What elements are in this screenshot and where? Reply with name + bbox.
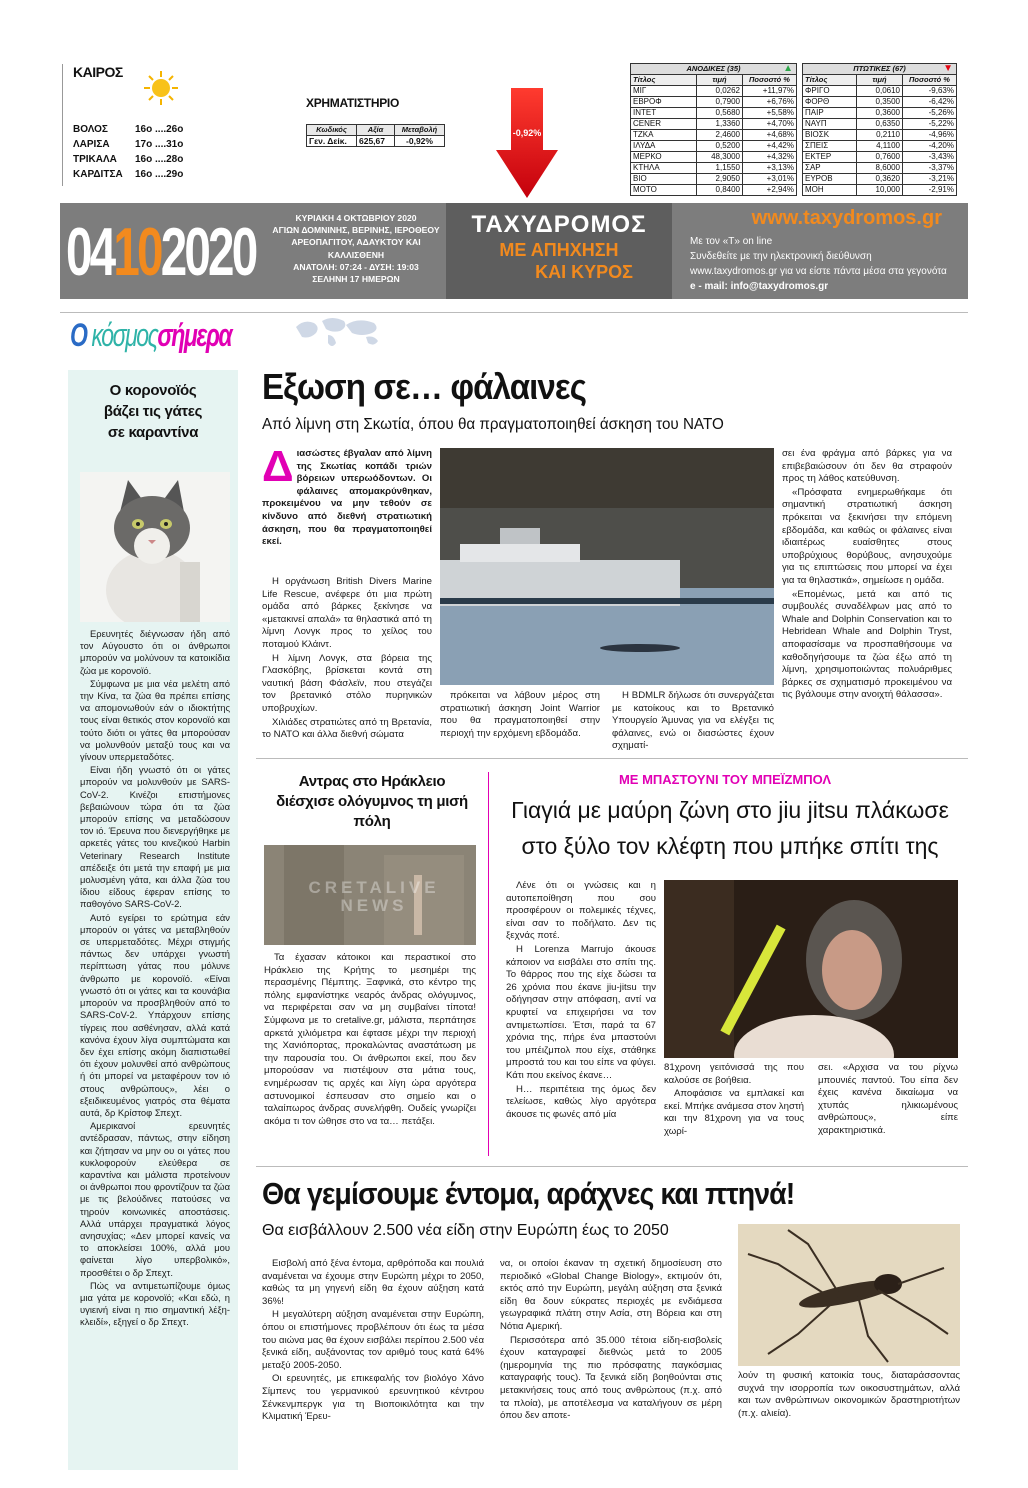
- insects-col2: να, οι οποίοι έκαναν τη σχετική δημοσίευση στο περιοδικό «Global Change Biology», εκτιμούν ότι, εκτός από την Ευρώπη, μεγάλη αύξηση στα ξενικά είδη θα δουν εύκρατες περιοχές με ενδιάμεσα γεωγραφικά πλάτη στην Ασία, στη Βόρεια και στη Νότια Αμερική. Περισσότερα από 35.000 τέτοια είδη-εισβολείς έχουν καταγραφεί διεθνώς μετά το 2005 (ημερομηνία της πιο πρόσφατης παγκόσμιας καταγραφής τους). Τα ξενικά είδη βοηθούνται στις μετακινήσεις τους από τους ανθρώπους (π.χ. από τα πλοία), με αποτέλεσμα να καταλήγουν σε μέρη όπου δεν αποτε-: [500, 1258, 722, 1422]
- loser-row: ΒΙΟΣΚ 0,2110 -4,96%: [803, 130, 957, 141]
- whales-title: Εξωση σε… φάλαινες: [262, 366, 587, 407]
- sidebar-title: Ο κορονοϊός βάζει τις γάτες σε καραντίνα: [103, 382, 203, 441]
- slogan-line-1: ΜΕ ΑΠΗΧΗΣΗ: [499, 240, 619, 260]
- masthead-date: [66, 210, 256, 294]
- photo-watermark: CRETALIVE NEWS: [308, 878, 440, 915]
- loser-row: ΜΟΗ 10,000 -2,91%: [803, 185, 957, 196]
- grandma-col2: 81χρονη γειτόνισσά της που καλούσε σε βοήθεια. Αποφάσισε να εμπλακεί και εκεί. Μπήκε ανάμεσα στον ληστή και την 81χρονη για να τους χωρί-: [664, 1062, 804, 1137]
- sidebar-body: Ερευνητές διέγνωσαν ήδη από τον Αύγουστο ότι οι άνθρωποι μπορούν να μολύνουν τα κατοικίδια ζώα με κορονοϊό. Σύμφωνα με μια νέα μελέτη από την Κίνα, τα ζώα θα πρέπει επίσης να απομονωθούν εάν ο ιδιοκτήτης τους είναι θετικός στον κορονοϊό και τούτο διότι οι γάτες θα μπορούσαν να μολυνθούν μεταξύ τους και να γίνουν υπερμεταδότες. Είναι ήδη γνωστό ότι οι γάτες μπορούν να μολυνθούν με SARS-CoV-2. Κινέζοι επιστήμονες βεβαιώνουν τώρα ότι τα ζώα μπορούν επίσης να μεταδώσουν τον ιό. Έρευνα που διενεργήθηκε με αρκετές γάτες του κινεζικού Harbin Veterinary Research Institute απέδειξε ότι μετά την επαφή με μια μολυσμένη γάτα, και άλλα ζώα του ίδιου είδους έφεραν επίσης το παθογόνο SARS-CoV-2. Αυτό εγείρει το ερώτημα εάν μπορούν οι γάτες να μεταβληθούν σε υπερμεταδότες. Μέχρι στιγμής πάντως δεν υπάρχει γνωστή περίπτωση γάτας που μόλυνε άνθρωπο με κορονοϊό. «Είναι γνωστό ότι οι γάτες και τα κουνάβια μπορούν να προσβληθούν από το SARS-CoV-2. Υπάρχουν επίσης τίγρεις που ασθένησαν, αλλά κατά κανόνα έχουν λίγα συμπτώματα και δεν έχει επίσης ακόμη διαπιστωθεί ότι έχουν μολυνθεί από ανθρώπους ή ότι μπορεί να μεταφέρουν τον ιό στους ανθρώπους», λέει ο εξειδικευμένος γιατρός στα θέματα αυτά, δρ Κρίστοφ Σπεχτ. Αμερικανοί ερευνητές αντέδρασαν, πάντως, στην είδηση και ζήτησαν να μην ου οι γάτες που κυκλοφορούν ελεύθερα σε καραντίνα και μάλιστα προτείνουν οι άνθρωποι που φροντίζουν τα ζώα με τις βελούδινες πατούσες να τηρούν κοινωνικές αποστάσεις. Αλλά υπάρχει πραγματικά λόγος ανησυχίας; «Δεν μπορεί κανείς να το αποκλείσει 100%, αλλά μου φαίνεται λίγο υπερβολικό», προσθέτει ο δρ Σπεχτ. Πώς να αντιμετωπίζουμε όμως μια γάτα με κορονοϊό; «Και εδώ, η υγιεινή είναι η πιο σημαντική λέξη-κλειδί», εξηγεί ο δρ Σπεχτ.: [80, 628, 230, 1328]
- slogan-line-2: ΚΑΙ ΚΥΡΟΣ: [535, 262, 633, 282]
- loser-row: ΕΚΤΕΡ 0,7600 -3,43%: [803, 152, 957, 163]
- grandma-col3: σει. «Αρχισα να του ρίχνω μπουνιές παντού. Του είπα δεν έχεις κανένα δικαίωμα να χτυπάς ηλικιωμένους ανθρώπους», είπε χαρακτηριστικά.: [818, 1062, 958, 1136]
- website-link[interactable]: www.taxydromos.gr: [751, 207, 942, 229]
- heraklion-photo: [264, 845, 476, 945]
- weather-row: ΒΟΛΟΣ 16ο ....26ο: [73, 124, 184, 135]
- gainer-row: CENER 1,3360 +4,70%: [631, 119, 797, 130]
- weather-row: ΤΡΙΚΑΛΑ 16ο ....28ο: [73, 154, 184, 165]
- down-arrow-icon: ▼: [943, 63, 953, 74]
- weather-row: ΚΑΡΔΙΤΣΑ 16ο ....29ο: [73, 169, 184, 180]
- insects-col3: λούν τη φυσική κατοικία τους, διαταράσσοντας συχνά την ισορροπία των οικοσυστημάτων, αλλά και των ανθρώπινων οικονομικών δραστηριοτήτων (π.χ. αλιεία).: [738, 1370, 960, 1419]
- stock-title: ΧΡΗΜΑΤΙΣΤΗΡΙΟ: [306, 96, 399, 110]
- gainer-row: ΜΟΤΟ 0,8400 +2,94%: [631, 185, 797, 196]
- up-arrow-icon: ▲: [783, 63, 793, 74]
- gainer-row: ΕΒΡΟΦ 0,7900 +6,76%: [631, 97, 797, 108]
- paper-logo: [446, 203, 672, 299]
- weather-box: [62, 64, 212, 186]
- date-year: 2020: [160, 214, 256, 290]
- mosquito-photo: [738, 1224, 960, 1366]
- divider: [256, 1166, 968, 1167]
- arrow-label: -0,92%: [512, 128, 542, 138]
- whales-col2: πρόκειται να λάβουν μέρος στη στρατιωτική άσκηση Joint Warrior που θα πραγματοποιηθεί στην περιοχή την ερχόμενη εβδομάδα.: [440, 690, 600, 739]
- section-header: Ο κόσμοςσήμερα: [60, 312, 968, 352]
- web-info: www.taxydromos.gr Με τον «Τ» on line Συνδεθείτε με την ηλεκτρονική διεύθυνση www.taxydromos.gr για να είστε πάντα μέσα στα γεγονότα e - mail: info@taxydromos.gr: [690, 207, 960, 294]
- weather-title: ΚΑΙΡΟΣ: [73, 64, 123, 80]
- insects-subtitle: Θα εισβάλλουν 2.500 νέα είδη στην Ευρώπη έως το 2050: [262, 1222, 669, 1239]
- gainer-row: ΙΛΥΔΑ 0,5200 +4,42%: [631, 141, 797, 152]
- dropcap: Δ: [262, 442, 294, 491]
- loser-row: ΦΟΡΘ 0,3500 -6,42%: [803, 97, 957, 108]
- loser-row: ΝΑΥΠ 0,6350 -5,22%: [803, 119, 957, 130]
- loser-row: ΣΑΡ 8,6000 -3,37%: [803, 163, 957, 174]
- whale-photo: [440, 448, 774, 685]
- down-arrow-indicator: [496, 88, 558, 198]
- date-month: 10: [113, 214, 161, 290]
- masthead-info: ΚΥΡΙΑΚΗ 4 ΟΚΤΩΒΡΙΟΥ 2020 ΑΓΙΩΝ ΔΟΜΝΙΝΗΣ, ΒΕΡΙΝΗΣ, ΙΕΡΟΘΕΟΥ ΑΡΕΟΠΑΓΙΤΟΥ, ΑΔΑΥΚΤΟΥ ΚΑΙ ΚΑΛΛΙΣΘΕΝΗ ΑΝΑΤΟΛΗ: 07:24 - ΔΥΣΗ: 19:03 ΣΕΛΗΝΗ 17 ΗΜΕΡΩΝ: [272, 213, 440, 285]
- grandma-title: Γιαγιά με μαύρη ζώνη στο jiu jitsu πλάκωσε στο ξύλο τον κλέφτη που μπήκε σπίτι της: [511, 797, 949, 859]
- loser-row: ΦΡΙΓΟ 0,0610 -9,63%: [803, 86, 957, 97]
- email-link[interactable]: e - mail: info@taxydromos.gr: [690, 281, 829, 292]
- insects-col1: Εισβολή από ξένα έντομα, αρθρόποδα και πουλιά αναμένεται να έχουμε στην Ευρώπη μέχρι το 2050, καθώς τα μη γηγενή είδη θα έχουν αύξηση κατά 36%! Η μεγαλύτερη αύξηση αναμένεται στην Ευρώπη, όπου οι επιστήμονες προβλέπουν ότι έως τα μέσα του αιώνα μας θα έχουν εισβάλει περίπου 2.500 νέα ξενικά είδη, αυξάνοντας τον αριθμό τους κατά 64% μεταξύ 2005-2050. Οι ερευνητές, με επικεφαλής τον βιολόγο Χάνο Σίμπενς του γερμανικού ερευνητικού κέντρου Σένκενμπεργκ για τη Βιοποικιλότητα και την Κλιματική Έρευ-: [262, 1258, 484, 1423]
- gainers-table: ΑΝΟΔΙΚΕΣ (35) ▲ Τίτλος τιμή Ποσοστό % ΜΙΓ 0,0262 +11,97% ΕΒΡΟΦ 0,7900 +6,76% ΙΝΤΕΤ 0,5680 +5,58% CENER 1,3360 +4,70% ΤΖΚΑ 2,4600 +4,68% ΙΛΥΔΑ 0,5200 +4,42% ΜΕΡΚΟ 48,3000 +4,32% ΚΤΗΛΑ 1,1550 +3,13% ΒΙΟ 2,9050 +3,01% ΜΟΤΟ 0,8400 +2,94%: [630, 63, 797, 196]
- loser-row: ΕΥΡΟΒ 0,3620 -3,21%: [803, 174, 957, 185]
- losers-table: ΠΤΩΤΙΚΕΣ (67) ▼ Τίτλος τιμή Ποσοστό % ΦΡΙΓΟ 0,0610 -9,63% ΦΟΡΘ 0,3500 -6,42% ΠΑΙΡ 0,3600 -5,26% ΝΑΥΠ 0,6350 -5,22% ΒΙΟΣΚ 0,2110 -4,96% ΣΠΕΙΣ 4,1100 -4,20% ΕΚΤΕΡ 0,7600 -3,43% ΣΑΡ 8,6000 -3,37% ΕΥΡΟΒ 0,3620 -3,21% ΜΟΗ 10,000 -2,91%: [802, 63, 957, 196]
- paper-name: ΤΑΧΥΔΡΟΜΟΣ: [471, 211, 647, 238]
- divider: [256, 758, 968, 759]
- gainer-row: ΒΙΟ 2,9050 +3,01%: [631, 174, 797, 185]
- gainer-row: ΙΝΤΕΤ 0,5680 +5,58%: [631, 108, 797, 119]
- whales-col4: σει ένα φράγμα από βάρκες για να επιβεβαιώσουν ότι δεν θα στραφούν προς τη λάθος κατεύθυνση. «Πρόσφατα ενημερωθήκαμε ότι σημαντική στρατιωτική άσκηση πρόκειται να ξεκινήσει την επόμενη εβδομάδα, και καθώς οι φάλαινες είναι ιδιαιτέρως ευαίσθητες στους υποβρύχιους θορύβους, ανησυχούμε για τις επιπτώσεις που μπορεί να έχει για τα θηλαστικά», σημείωσε η ομάδα. «Επομένως, μετά και από τις συμβουλές συναδέλφων μας από το Whale and Dolphin Conservation και το Hebridean Whale and Dolphin Tryst, αποφασίσαμε να προσπαθήσουμε να καθοδηγήσουμε τα ζώα έξω από τη λίμνη, χρησιμοποιώντας πολυάριθμες βάρκες σε σχηματισμό προκειμένου να τις βγάλουμε στην ανοιχτή θάλασσα».: [782, 448, 952, 701]
- world-map-icon: [288, 313, 398, 351]
- whales-lead: Δ ιασώστες έβγαλαν από λίμνη της Σκωτίας κοπάδι τριών βόρειων υπερωόδοντων. Οι φάλαινες απομακρύνθηκαν, προκειμένου να μην τεθούν σε κίνδυνο από διεθνή στρατιωτική άσκηση, που θα πραγματοποιηθεί εκεί.: [262, 442, 432, 548]
- date-day: 04: [66, 214, 114, 290]
- heraklion-body: Τα έχασαν κάτοικοι και περαστικοί στο Ηράκλειο της Κρήτης το μεσημέρι της περασμένης Πέμπτης. Ξαφνικά, στο κέντρο της πόλης εμφανίστηκε νεαρός άνδρας ολόγυμνος, να περιφέρεται σαν να μη συμβαίνει τίποτα! Σύμφωνα με το cretalive.gr, μάλιστα, περπάτησε αρκετά χιλιόμετρα και έφτασε μέχρι την περιοχή της Χανιόπορτας, προκαλώντας αναστάτωση με την παρουσία του. Οι άνθρωποι εκεί, που δεν μπορούσαν να πιστέψουν στα μάτια τους, ενημέρωσαν τις αρχές και λίγη ώρα αργότερα αστυνομικοί έσπευσαν στο σημείο και ο ταλαίπωρος άνδρας συνελήφθη. Ουδείς γνωρίζει ακόμα τι τον ώθησε στο να τα… πετάξει.: [264, 952, 476, 1127]
- grandma-col1: Λένε ότι οι γνώσεις και η αυτοπεποίθηση που σου προσφέρουν οι πολεμικές τέχνες, είναι σαν το ποδήλατο. Δεν τις ξεχνάς ποτέ. Η Lorenza Marrujo άκουσε κάποιον να εισβάλει στο σπίτι της. Το θάρρος που της είχε δώσει τα 26 χρόνια που έκανε jiu-jitsu την οδήγησαν στην απόφαση, αντί να κρυφτεί να επιχειρήσει να τον αντιμετωπίσει. Έτσι, παρά τα 67 χρόνια της, πήρε ένα μπαστούνι του μπέιζμπολ που είχε, στάθηκε μπροστά του και του είπε να φύγει. Κάτι που εκείνος έκανε… Η… περιπέτεια της όμως δεν τελείωσε, καθώς λίγο αργότερα άκουσε τις φωνές από μία: [506, 880, 656, 1120]
- whales-subtitle: Από λίμνη στη Σκωτία, όπου θα πραγματοποιηθεί άσκηση του ΝΑΤΟ: [262, 416, 724, 433]
- gainer-row: ΜΕΡΚΟ 48,3000 +4,32%: [631, 152, 797, 163]
- weather-row: ΛΑΡΙΣΑ 17ο ....31ο: [73, 139, 184, 150]
- gainer-row: ΜΙΓ 0,0262 +11,97%: [631, 86, 797, 97]
- loser-row: ΠΑΙΡ 0,3600 -5,26%: [803, 108, 957, 119]
- gainer-row: ΤΖΚΑ 2,4600 +4,68%: [631, 130, 797, 141]
- grandma-kicker: ΜΕ ΜΠΑΣΤΟΥΝΙ ΤΟΥ ΜΠΕΪΖΜΠΟΛ: [618, 772, 832, 787]
- sun-icon: [143, 70, 179, 106]
- loser-row: ΣΠΕΙΣ 4,1100 -4,20%: [803, 141, 957, 152]
- grandma-photo: [664, 880, 958, 1058]
- stock-box: [306, 96, 466, 147]
- whales-col3: Η BDMLR δήλωσε ότι συνεργάζεται με κατοίκους και το Βρετανικό Υπουργείο Άμυνας για να ελέγξει τις φάλαινες, ενώ οι διασώστες έχουν σχηματί-: [612, 690, 774, 752]
- heraklion-title: Αντρας στο Ηράκλειο διέσχισε ολόγυμνος τη μισή πόλη: [276, 773, 468, 830]
- vertical-rule: [488, 772, 489, 1156]
- insects-title: Θα γεμίσουμε έντομα, αράχνες και πτηνά!: [262, 1176, 795, 1211]
- stock-table: Κωδικός Αξία Μεταβολή Γεν. Δείκ. 625,67 -0,92%: [306, 124, 445, 147]
- whales-col1: Η οργάνωση British Divers Marine Life Rescue, ανέφερε ότι μια πρώτη ομάδα από βάρκες ξεκίνησε να «μετακινεί απαλά» τα θηλαστικά από τη λίμνη Λονγκ προς το χείλος του ποταμού Κλάιντ. Η λίμνη Λονγκ, στα βόρεια της Γλασκόβης, βρίσκεται κοντά στη ναυτική βάση Φάσλεϊν, που στεγάζει τον βρετανικό στόλο πυρηνικών υποβρυχίων. Χιλιάδες στρατιώτες από τη Βρετανία, το ΝΑΤΟ και άλλα διεθνή σώματα: [262, 576, 432, 741]
- gainer-row: ΚΤΗΛΑ 1,1550 +3,13%: [631, 163, 797, 174]
- cat-photo: [80, 472, 230, 622]
